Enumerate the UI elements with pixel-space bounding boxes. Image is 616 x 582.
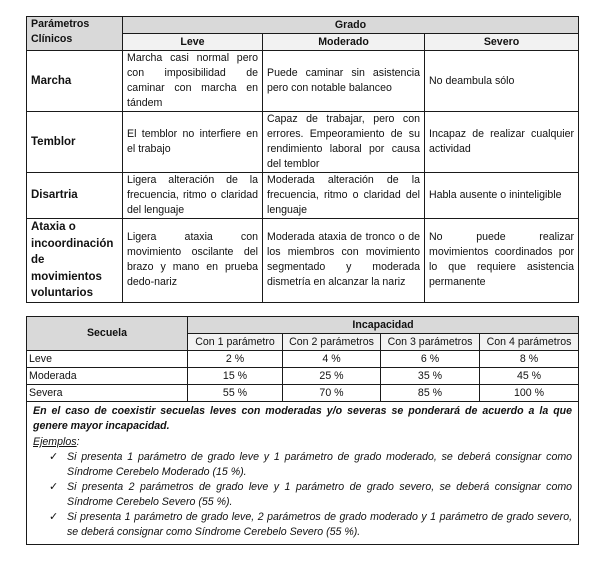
note-row <box>27 402 579 545</box>
header-leve: Leve <box>123 34 263 51</box>
examples-list <box>33 450 572 540</box>
cell-severo: No deambula sólo <box>425 51 579 112</box>
table-row-temblor <box>27 112 579 173</box>
row-label: Moderada <box>27 368 188 385</box>
value-cell: 6 % <box>381 351 480 368</box>
example-text: Si presenta 2 parámetros de grado leve y 1 parámetro de grado severo, se deberá consignar como Síndrome Cerebelo Severo (55 %). <box>67 481 573 508</box>
example-item <box>49 480 572 510</box>
examples-title <box>33 435 572 450</box>
example-item <box>49 450 572 480</box>
header-moderado: Moderado <box>263 34 425 51</box>
header-con-2-parametros: Con 2 parámetros <box>283 334 381 351</box>
cell-moderado: Moderada ataxia de tronco o de los miembros con movimiento segmentado y moderada dismetría en alcanzar la nariz <box>263 219 425 303</box>
value-cell: 85 % <box>381 385 480 402</box>
examples-colon: : <box>76 436 80 448</box>
note-lead-text: En el caso de coexistir secuelas leves con moderadas y/o severas se ponderará de acuerdo a la que genere mayor incapacidad. <box>33 405 573 432</box>
value-cell: 70 % <box>283 385 381 402</box>
table-row-ataxia <box>27 219 579 303</box>
param-label: Disartria <box>27 173 123 219</box>
header-severo: Severo <box>425 34 579 51</box>
cell-severo: Incapaz de realizar cualquier actividad <box>425 112 579 173</box>
check-icon: ✓ <box>49 451 59 463</box>
header-con-1-parametro: Con 1 parámetro <box>188 334 283 351</box>
table-row-marcha <box>27 51 579 112</box>
param-label: Marcha <box>27 51 123 112</box>
cell-leve: El temblor no interfiere en el trabajo <box>123 112 263 173</box>
table-row-severa <box>27 385 579 402</box>
example-item <box>49 510 572 540</box>
value-cell: 15 % <box>188 368 283 385</box>
examples-title-text: Ejemplos <box>33 436 77 448</box>
value-cell: 25 % <box>283 368 381 385</box>
header-con-4-parametros: Con 4 parámetros <box>480 334 579 351</box>
value-cell: 35 % <box>381 368 480 385</box>
value-cell: 8 % <box>480 351 579 368</box>
value-cell: 2 % <box>188 351 283 368</box>
param-label: Ataxia o incoordinación de movimientos voluntarios <box>27 219 123 303</box>
cell-moderado: Moderada alteración de la frecuencia, ritmo o claridad del lenguaje <box>263 173 425 219</box>
row-label: Leve <box>27 351 188 368</box>
cell-severo: Habla ausente o ininteligible <box>425 173 579 219</box>
header-incapacidad: Incapacidad <box>188 317 579 334</box>
value-cell: 45 % <box>480 368 579 385</box>
check-icon: ✓ <box>49 481 59 493</box>
value-cell: 100 % <box>480 385 579 402</box>
table-row-disartria <box>27 173 579 219</box>
value-cell: 55 % <box>188 385 283 402</box>
clinical-parameters-table <box>26 16 579 303</box>
header-grado: Grado <box>123 17 579 34</box>
row-label: Severa <box>27 385 188 402</box>
header-con-3-parametros: Con 3 parámetros <box>381 334 480 351</box>
header-parametros-clinicos: Parámetros Clínicos <box>27 17 123 51</box>
disability-table <box>26 316 579 545</box>
example-text: Si presenta 1 parámetro de grado leve, 2 parámetros de grado moderado y 1 parámetro de grado severo, se deberá consignar como Síndrome Cerebelo Severo (55 %). <box>67 511 573 538</box>
cell-leve: Ligera ataxia con movimiento oscilante del brazo y mano en prueba dedo-nariz <box>123 219 263 303</box>
note-cell <box>27 402 579 545</box>
cell-leve: Ligera alteración de la frecuencia, ritmo o claridad del lenguaje <box>123 173 263 219</box>
header-secuela: Secuela <box>27 317 188 351</box>
cell-severo: No puede realizar movimientos coordinados por lo que requiere asistencia permanente <box>425 219 579 303</box>
param-label: Temblor <box>27 112 123 173</box>
check-icon: ✓ <box>49 511 59 523</box>
cell-moderado: Puede caminar sin asistencia pero con notable balanceo <box>263 51 425 112</box>
table-row-leve <box>27 351 579 368</box>
value-cell: 4 % <box>283 351 381 368</box>
cell-leve: Marcha casi normal pero con imposibilidad de caminar con marcha en tándem <box>123 51 263 112</box>
example-text: Si presenta 1 parámetro de grado leve y 1 parámetro de grado moderado, se deberá consignar como Síndrome Cerebelo Moderado (15 %). <box>67 451 573 478</box>
cell-moderado: Capaz de trabajar, pero con errores. Empeoramiento de su rendimiento laboral por causa del temblor <box>263 112 425 173</box>
table-row-moderada <box>27 368 579 385</box>
